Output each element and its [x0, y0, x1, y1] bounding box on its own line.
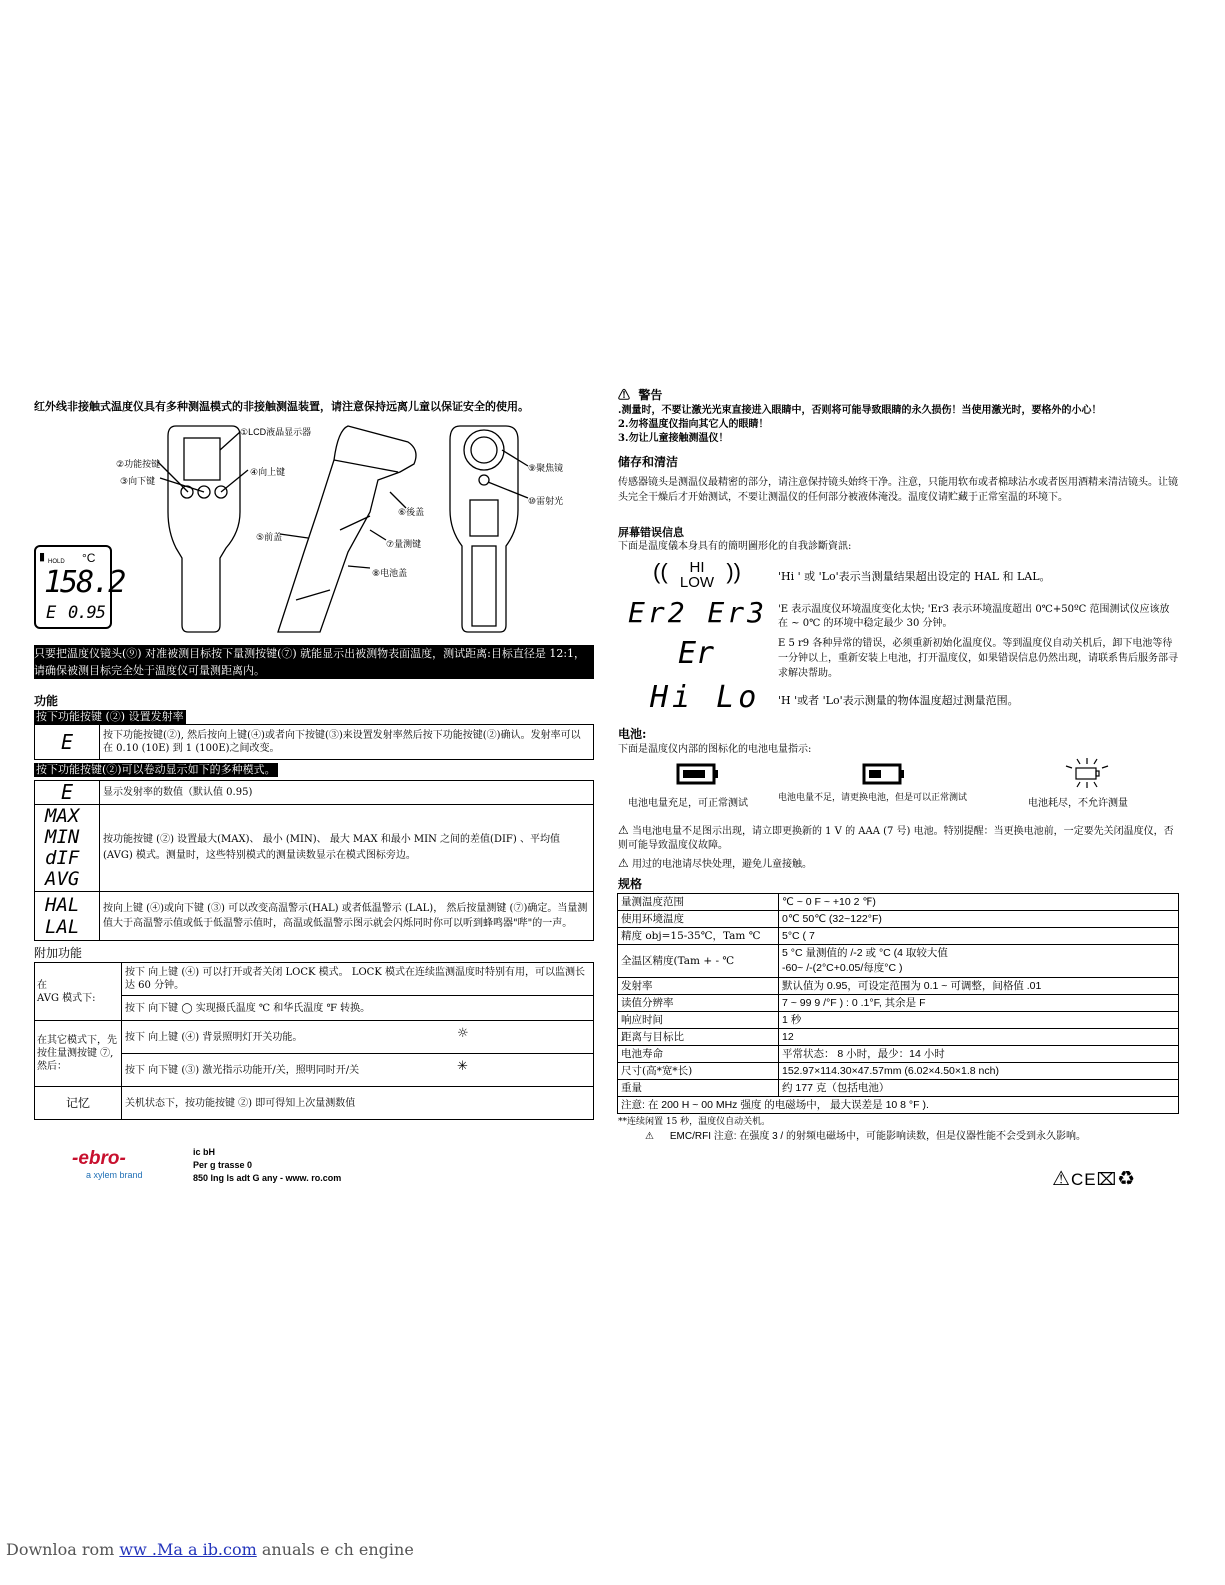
extra-memory-text: 关机状态下，按功能按键 ②) 即可得知上次量测数值 [122, 1087, 594, 1120]
mode-row-alarm [35, 892, 594, 941]
battery-state-low: 电池电量不足，请更换电池，但是可以正常测试 [778, 793, 968, 803]
function-subtitle-2: 按下功能按键(②)可以卷动显示如下的多种模式。 [36, 763, 276, 776]
mode-icon-hal: HAL [45, 894, 80, 916]
mode-icon-lal: LAL [45, 916, 80, 938]
spec-label: 电池寿命 [618, 1046, 779, 1063]
spec-value: 1 秒 [779, 1012, 1179, 1029]
footer-link[interactable]: ww .Ma a ib.com [119, 1540, 257, 1559]
emissivity-table [34, 724, 594, 760]
weee-bin-icon: ⌧ [1096, 1170, 1118, 1189]
emc-note-text: EMC/RFI 注意: 在强度 3 / 的射频电磁场中，可能影响读数，但是仪器性能不会受到永久影响。 [669, 1131, 1086, 1142]
spec-label: 使用环境温度 [618, 911, 779, 928]
spec-title: 规格 [618, 877, 643, 891]
emc-warning-icon: ⚠ [645, 1131, 654, 1142]
spec-row [618, 1097, 1179, 1114]
spec-row [618, 1063, 1179, 1080]
spec-value: 5 °C 量测值的 /-2 或 °C (4 取较大值 -60~ /-(2°C+0.05/每度°C ) [779, 945, 1179, 978]
warning-heading [618, 388, 662, 403]
emc-note [645, 1130, 1086, 1143]
ce-mark-icon: CE [1070, 1170, 1097, 1189]
intro-text: 红外线非接触式温度仪具有多种测温模式的非接触测温装置，请注意保持远离儿童以保证安全的使用。 [34, 400, 529, 413]
mode-icon-e: E [60, 780, 74, 804]
error-subtitle: 下面是温度儀本身具有的簡明圖形化的自我診斷資訊: [618, 541, 852, 552]
warning-icon: ⚠ [618, 388, 631, 402]
callout-down-key: ③向下键 [120, 476, 156, 486]
spec-row [618, 928, 1179, 945]
recycle-icon: ♻ [1117, 1168, 1137, 1190]
warning-line-2: 2.勿将温度仪指向其它人的眼睛！ [618, 419, 769, 430]
callout-focus-lens: ⑨聚焦镜 [528, 463, 564, 473]
spec-value: 5°C ( 7 [779, 928, 1179, 945]
download-footer [6, 1540, 414, 1559]
mode-text-max-min: 按功能按键 (②) 设置最大(MAX)、 最小 (MIN)、 最大 MAX 和最小 MIN 之间的差值(DIF) 、平均值 (AVG) 模式。测量时，这些特别模式的测量读数显示在模式图标旁边。 [100, 805, 594, 892]
warning-title: 警告 [638, 388, 663, 402]
storage-title: 储存和清洁 [618, 455, 679, 469]
battery-dispose-icon: ⚠ [618, 856, 629, 870]
callout-measure-key: ⑦量测键 [386, 539, 422, 549]
mode-row-max-min [35, 805, 594, 892]
spec-label: 响应时间 [618, 1012, 779, 1029]
spec-row [618, 1080, 1179, 1097]
callout-back-cover: ⑥後盖 [398, 507, 425, 517]
lcd-unit: °C [82, 551, 96, 565]
lcd-reading: 158.2 [44, 565, 125, 600]
battery-note-2 [618, 857, 812, 871]
address-line-2: Per g trasse 0 [193, 1160, 253, 1170]
spec-label: 读值分辨率 [618, 995, 779, 1012]
spec-value: 平常状态： 8 小时，最少：14 小时 [779, 1046, 1179, 1063]
lcd-display [34, 545, 125, 629]
function-subtitle-1: 按下功能按键 (②) 设置发射率 [36, 710, 184, 723]
spec-row [618, 894, 1179, 911]
device-illustration [108, 420, 568, 635]
spec-value: ℃ ~ 0 F ~ +10 2 ℉) [779, 894, 1179, 911]
lcd-e-label: E [46, 603, 57, 623]
error-text-hi-low: 'Hi ' 或 'Lo'表示当测量结果超出设定的 HAL 和 LAL。 [778, 570, 1051, 583]
storage-text: 传感器镜头是测温仪最精密的部分，请注意保持镜头始终干净。注意，只能用软布或者棉球沾水或者医用酒精来清洁镜头。让镜头完全干燥后才开始测试，不要让测温仪的任何部分被液体淹没。温度仪请贮藏于正常室温的环境下。 [618, 477, 1178, 503]
error-icon-er: Er [678, 636, 715, 671]
spec-label: 全温区精度(Tam + - ℃ [618, 945, 779, 978]
callout-laser: ⑩雷射光 [528, 496, 564, 506]
extra-memory-label: 记忆 [35, 1087, 122, 1120]
error-text-er2-er3: 'E 表示温度仪环境温度变化太快; 'Er3 表示环境温度超出 0℃+50ºC 范围测试仪应该放在 ~ 0℃ 的环境中稳定最少 30 分钟。 [778, 604, 1170, 629]
spec-label: 发射率 [618, 978, 779, 995]
mode-icon-dif: dIF [45, 847, 80, 869]
battery-full-icon [676, 763, 720, 785]
address-line-3: 850 lng ls adt G any - www. ro.com [193, 1173, 342, 1183]
spec-label: 量测温度范围 [618, 894, 779, 911]
laser-icon: ✳ [457, 1059, 468, 1074]
spec-note: 注意: 在 200 H ~ 00 MHz 强度 的电磁场中， 最大误差是 10 8 °F ). [618, 1097, 1179, 1114]
mode-text-emissivity: 显示发射率的数值（默认值 0.95) [100, 781, 594, 805]
mode-icon-avg: AVG [45, 868, 80, 890]
spec-value: 0℃ 50℃ (32~122°F) [779, 911, 1179, 928]
emissivity-icon: E [60, 730, 74, 754]
footer-suffix: anuals e ch engine [256, 1540, 414, 1559]
battery-low-icon [862, 763, 906, 785]
error-text-hi-lo: 'H '或者 'Lo'表示测量的物体温度超过测量范围。 [778, 694, 1019, 707]
error-icon-er2-er3: Er2 Er3 [628, 596, 768, 629]
battery-subtitle: 下面是温度仪内部的图标化的电池电量指示: [618, 744, 812, 755]
auto-off-note: **连续闲置 15 秒，温度仪自动关机。 [618, 1117, 771, 1127]
error-icon-hi-lo: Hi Lo [650, 680, 761, 715]
battery-empty-icon [1062, 756, 1112, 790]
battery-warning-icon: ⚠ [618, 823, 629, 837]
error-title: 屏幕错误信息 [618, 526, 684, 539]
extra-avg-label: 在 AVG 模式下: [35, 963, 122, 1021]
battery-icon: ▮ [39, 551, 46, 563]
battery-title: 电池: [618, 727, 647, 741]
backlight-icon: ☼ [457, 1026, 469, 1041]
extra-other-row-2: 按下 向下键 (③) 激光指示功能开/关，照明同时开/关 [125, 1064, 360, 1076]
extra-other-label: 在其它模式下，先按住量测按键 ⑦,然后： [35, 1021, 122, 1087]
battery-note-1 [618, 823, 1180, 853]
spec-row [618, 1012, 1179, 1029]
extra-avg-row-1: 按下 向上键 (④) 可以打开或者关闭 LOCK 模式。 LOCK 模式在连续监测温度时特别有用，可以监测长达 60 分钟。 [122, 963, 594, 996]
battery-state-empty: 电池耗尽，不允许测量 [1028, 798, 1128, 809]
spec-label: 精度 obj=15-35℃，Tam ℃ [618, 928, 779, 945]
mode-icon-max: MAX [45, 805, 80, 827]
caution-icon: ⚠ [1052, 1168, 1071, 1190]
spec-value: 7 ~ 99 9 /°F ) : 0 .1°F, 其余是 F [779, 995, 1179, 1012]
emissivity-icon-cell [35, 725, 100, 760]
lcd-hold: HOLD [48, 559, 65, 565]
battery-state-full: 电池电量充足，可正常测试 [628, 798, 748, 809]
spec-row [618, 945, 1179, 978]
spec-value: 默认值为 0.95，可设定范围为 0.1 ~ 可调整，间格值 .01 [779, 978, 1179, 995]
aim-instruction: 只要把温度仪镜头(⑨) 对准被测目标按下量测按键(⑦) 就能显示出被测物表面温度，测试距离:目标直径是 12:1， 请确保被测目标完全处于温度仪可量测距离内。 [34, 645, 594, 679]
spec-row [618, 1046, 1179, 1063]
spec-row [618, 995, 1179, 1012]
mode-row-emissivity [35, 781, 594, 805]
error-text-er: E 5 r9 各种异常的错误，必须重新初始化温度仪。等到温度仪自动关机后，卸下电池等待一分钟以上，重新安装上电池，打开温度仪，如果错误信息仍然出现，请联系售后服务部寻求解决帮助。 [778, 638, 1178, 679]
footer-prefix: Downloa rom [6, 1540, 120, 1559]
spec-label: 距离与目标比 [618, 1029, 779, 1046]
company-address [193, 1146, 341, 1185]
warning-list [618, 404, 1198, 446]
spec-table [617, 893, 1179, 1114]
function-title: 功能 [34, 694, 59, 708]
mode-icon-min: MIN [45, 826, 80, 848]
spec-row [618, 1029, 1179, 1046]
error-icon-hi-low: (( HI LOW )) [653, 559, 741, 591]
emissivity-text: 按下功能按键(②), 然后按向上键(④)或者向下按键(③)来设置发射率然后按下功能按键(②)确认。发射率可以在 0.10 (10E) 到 1 (100E)之间改变。 [100, 725, 594, 760]
address-line-1: ic bH [193, 1147, 216, 1157]
battery-note-2-text: 用过的电池请尽快处理，避免儿童接触。 [631, 859, 812, 870]
extra-table [34, 962, 594, 1120]
modes-table [34, 780, 594, 941]
spec-label: 重量 [618, 1080, 779, 1097]
callout-lcd: ①LCD液晶显示器 [240, 427, 312, 437]
callout-up-key: ④向上键 [250, 467, 286, 477]
spec-row [618, 978, 1179, 995]
mode-text-alarm: 按向上键 (④)或向下键 (③) 可以改变高温警示(HAL) 或者低温警示 (LAL)， 然后按量测键 (⑦)确定。当量测值大于高温警示值或低于低温警示值时，高温或低温警示图示就会闪烁同时你可以听到蜂鸣器"哔"的一声。 [100, 892, 594, 941]
warning-line-3: 3.勿让儿童接触测温仪！ [618, 433, 729, 444]
spec-value: 152.97×114.30×47.57mm (6.02×4.50×1.8 nch) [779, 1063, 1179, 1080]
callout-function-key: ②功能按键 [116, 459, 161, 469]
error-icon-hi-low-label: HI LOW [679, 559, 715, 591]
extra-title: 附加功能 [34, 946, 83, 960]
certification-icons [1052, 1166, 1136, 1191]
spec-row [618, 911, 1179, 928]
spec-label: 尺寸(高*宽*长) [618, 1063, 779, 1080]
ebro-logo: -ebro- [72, 1148, 126, 1169]
extra-avg-row-2: 按下 向下键 ◯ 实现摄氏温度 ℃ 和华氏温度 ℉ 转换。 [122, 996, 594, 1021]
warning-line-1: .测量时，不要让激光光束直接进入眼睛中，否则将可能导致眼睛的永久损伤！当使用激光时，要格外的小心！ [618, 405, 1102, 416]
spec-value: 12 [779, 1029, 1179, 1046]
extra-other-row-1: 按下 向上键 (④) 背景照明灯开关功能。 [125, 1031, 303, 1043]
spec-value: 约 177 克（包括电池） [779, 1080, 1179, 1097]
callout-front-cover: ⑤前盖 [256, 532, 283, 542]
lcd-e-value: 0.95 [68, 603, 105, 623]
callout-battery-cover: ⑧电池盖 [372, 568, 408, 578]
xylem-tagline: a xylem brand [86, 1170, 143, 1180]
battery-note-1-text: 当电池电量不足图示出现，请立即更换新的 1 V 的 AAA (7 号) 电池。特别提醒：当更换电池前，一定要先关闭温度仪，否则可能导致温度仪故障。 [618, 826, 1174, 851]
